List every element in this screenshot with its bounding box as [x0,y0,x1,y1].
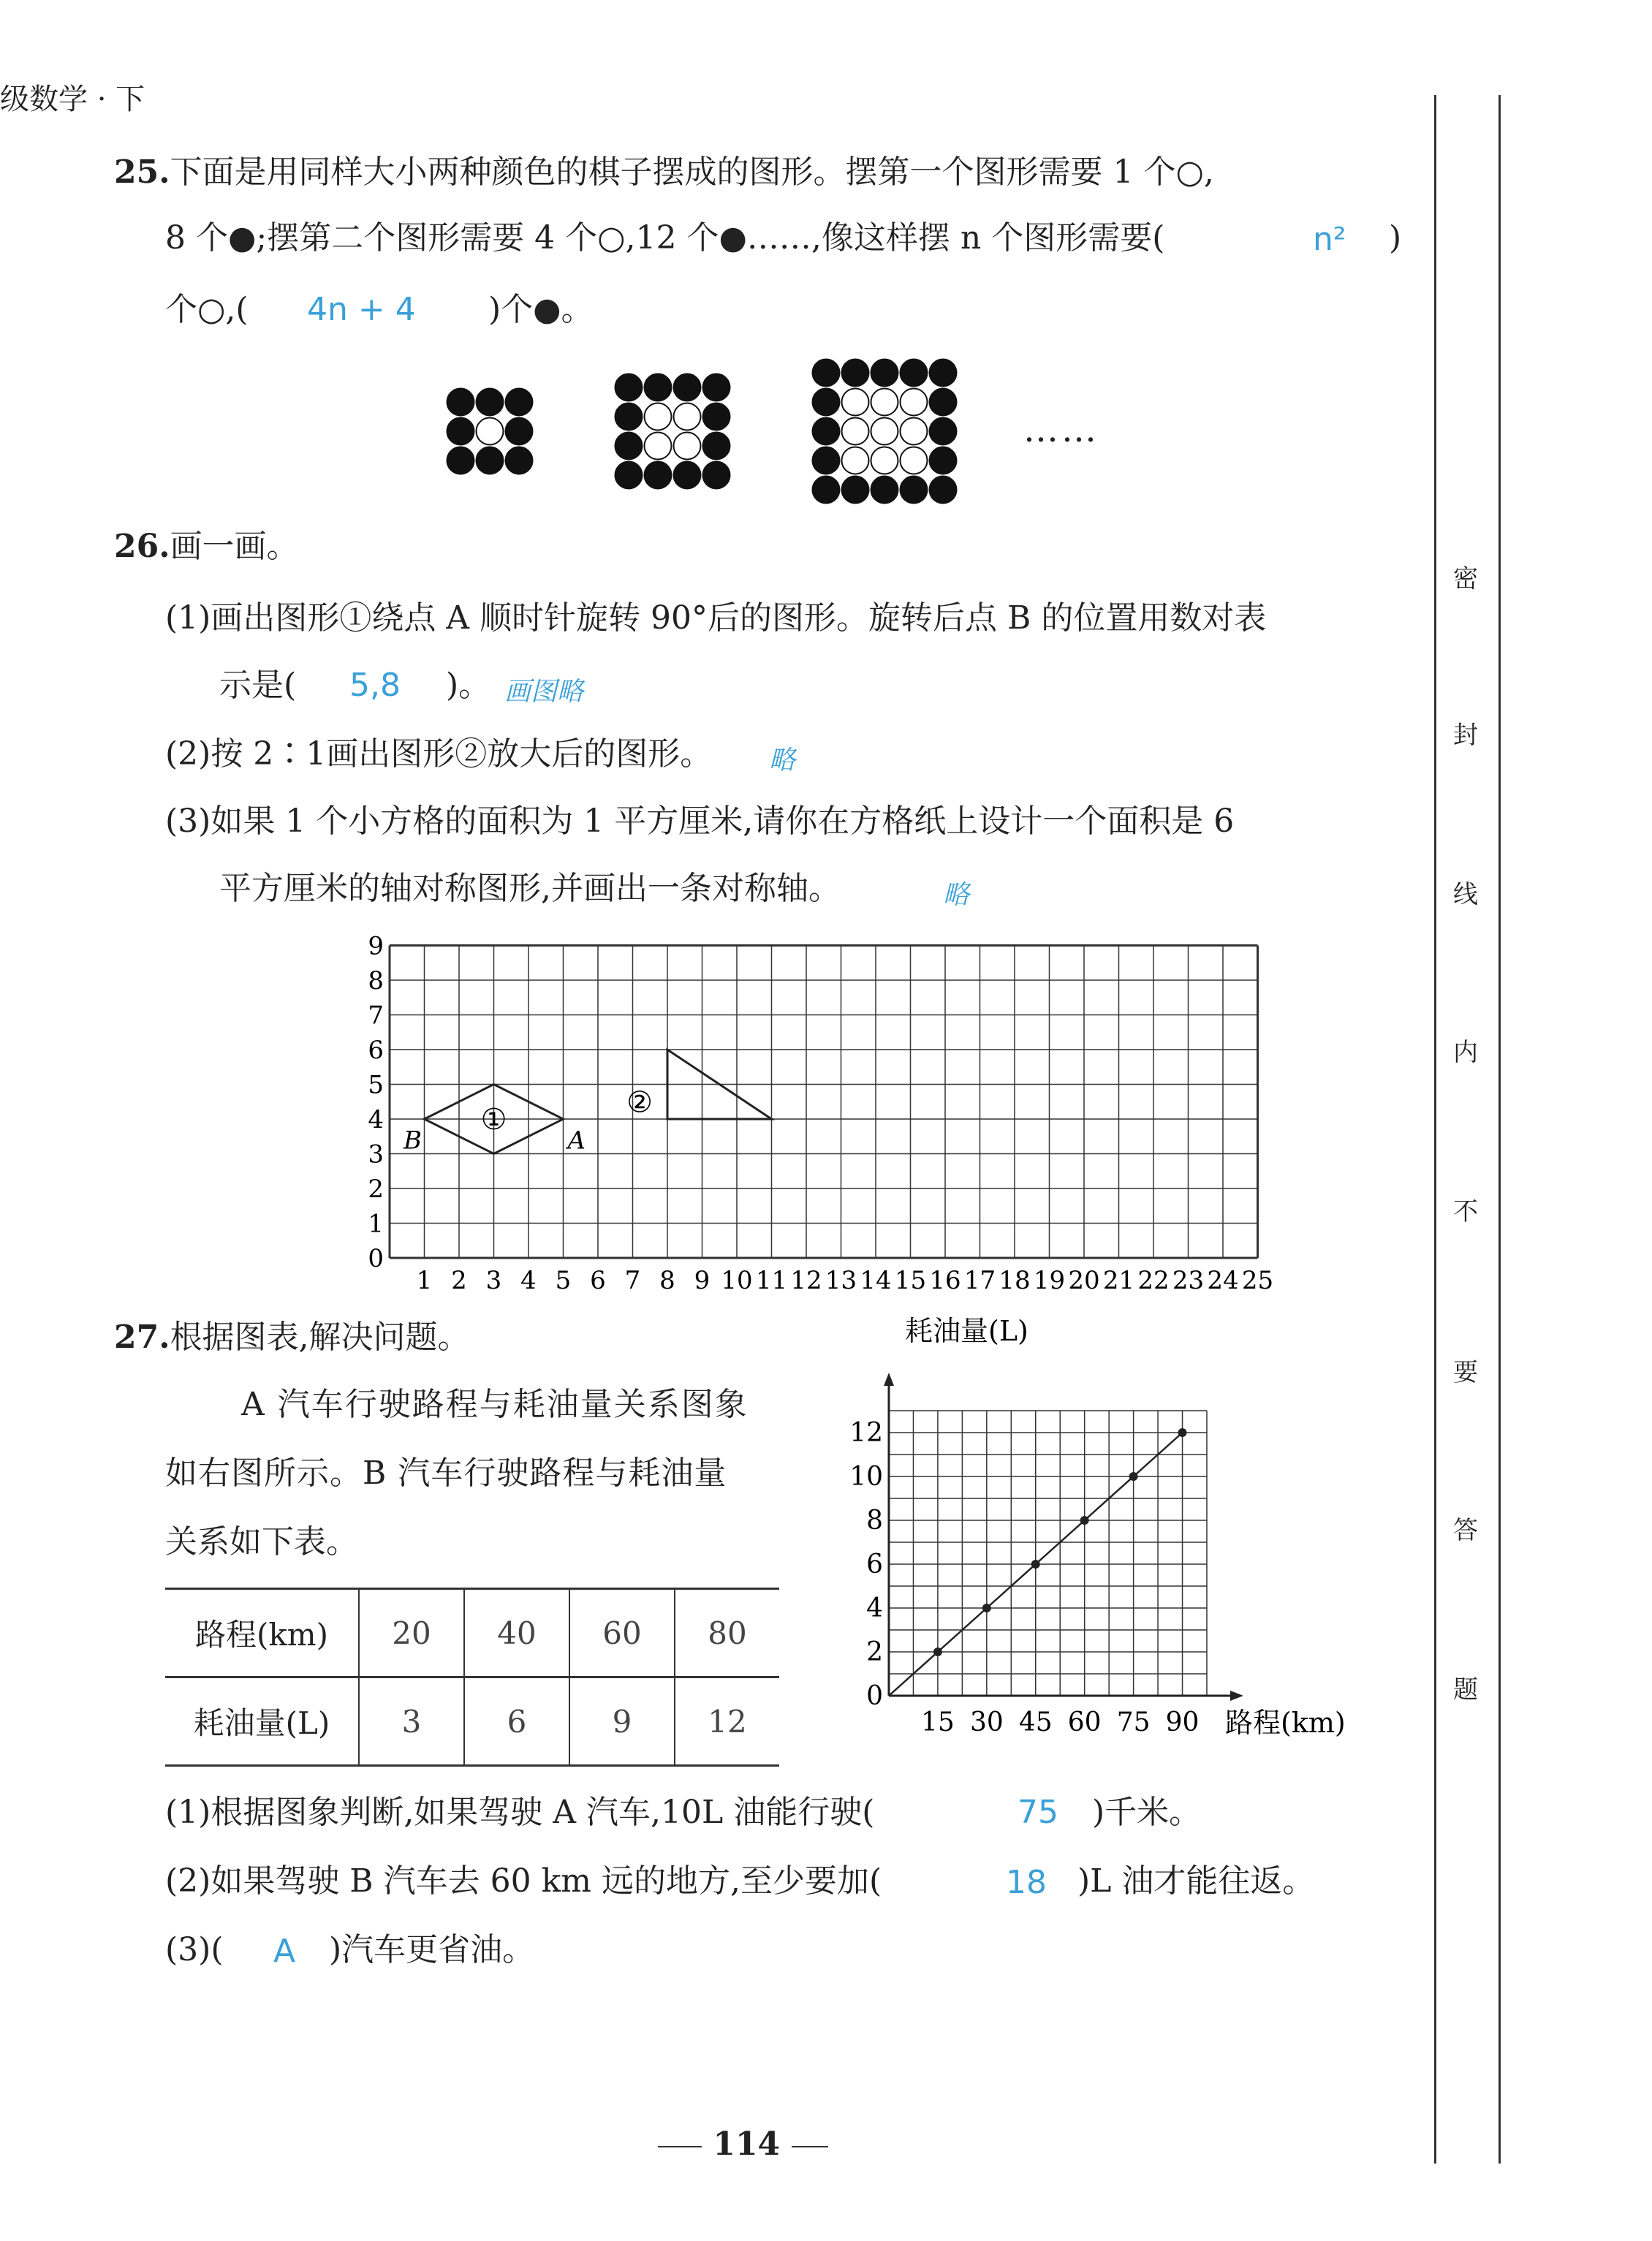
black-stone [813,418,840,445]
table-cell: 9 [569,1677,675,1766]
q25-ellipsis: …… [1023,409,1099,450]
table-cell: 6 [464,1677,569,1766]
y-tick-label: 8 [368,966,384,996]
black-stone [703,374,730,401]
black-stone [447,447,474,474]
white-stone [645,403,672,431]
x-tick-label: 7 [624,1266,641,1295]
q27-p2-answer: 18 [1006,1864,1047,1901]
q27-p3-start: (3)( [165,1931,224,1968]
chart-y-tick-label: 8 [866,1506,883,1536]
chart-data-point [982,1604,991,1612]
x-tick-label: 23 [1172,1266,1205,1295]
chart-x-tick-label: 30 [969,1707,1004,1737]
black-stone [703,433,730,460]
page-number [658,2126,828,2163]
black-stone [930,360,957,387]
x-tick-label: 2 [451,1266,467,1295]
black-stone [615,433,643,460]
table-cell: 3 [359,1677,464,1766]
x-tick-label: 21 [1102,1266,1135,1295]
x-tick-label: 19 [1033,1266,1066,1295]
sidebar-char: 题 [1453,1675,1478,1705]
white-stone [871,418,898,445]
black-stone [930,447,957,474]
black-stone [813,477,840,504]
q27-p2-start: (2)如果驾驶 B 汽车去 60 km 远的地方,至少要加( [165,1862,882,1900]
white-stone [871,389,898,416]
y-tick-label: 4 [368,1105,384,1134]
q27-p1-answer: 75 [1018,1794,1058,1831]
q26-grid-paper [314,921,1274,1301]
q27-title: 根据图表,解决问题。 [170,1319,470,1356]
chart-data-point [1178,1428,1187,1437]
black-stone [447,389,474,416]
black-stone [506,389,533,416]
q26-title-line [114,528,299,566]
chart-data-point [1129,1472,1138,1481]
black-stone [477,389,504,416]
q27-p2-end: )L 油才能往返。 [1077,1862,1315,1900]
white-stone [674,433,701,460]
black-stone [930,418,957,445]
table-row [165,1677,779,1766]
sidebar-char: 不 [1453,1197,1478,1226]
black-stone [901,360,928,387]
y-tick-label: 1 [368,1209,384,1239]
q25-number: 25. [114,153,170,191]
sidebar-char: 线 [1453,880,1478,909]
q27-desc-line3: 关系如下表。 [165,1523,358,1561]
white-stone [477,418,504,445]
black-stone [506,418,533,445]
black-stone [506,447,533,474]
q27-title-line [114,1319,470,1357]
black-stone [842,360,869,387]
chart-data-point [1031,1560,1040,1569]
q26-p1-line2-start: 示是( [219,667,297,704]
black-stone [615,403,643,431]
white-stone [842,418,869,445]
chart-data-point [933,1647,942,1656]
x-tick-label: 24 [1207,1266,1239,1295]
q25-answer2: 4n + 4 [307,291,416,328]
table-row-header: 路程(km) [165,1589,359,1677]
y-tick-label: 9 [368,931,384,961]
table-cell: 60 [569,1589,675,1677]
chart-y-tick-label: 6 [866,1550,883,1580]
black-stone [901,477,928,504]
black-stone [703,462,730,489]
q25-line2 [165,219,1164,258]
q25-answer1: n² [1313,221,1346,258]
x-tick-label: 17 [963,1266,996,1295]
black-stone [477,447,504,474]
x-tick-label: 9 [694,1266,711,1295]
table-row-header: 耗油量(L) [165,1677,359,1766]
q26-title: 画一画。 [170,528,299,565]
x-tick-label: 6 [590,1266,606,1295]
binding-line-right [1498,95,1501,2164]
chart-y-tick-label: 10 [849,1462,883,1492]
black-stone [615,374,643,401]
shape1-label: ① [480,1103,507,1137]
q26-p3-note: 略 [943,880,970,910]
q26-p1-note: 画图略 [504,677,584,707]
sidebar-char: 封 [1453,721,1478,750]
chart-y-tick-label: 2 [866,1637,883,1667]
y-tick-label: 7 [368,1001,384,1031]
sidebar-char: 密 [1453,564,1478,594]
q26-p2: (2)按 2∶1画出图形②放大后的图形。 [165,735,713,773]
page-header-title: 级数学 · 下 [0,83,145,116]
q26-p3-line2: 平方厘米的轴对称图形,并画出一条对称轴。 [219,870,841,907]
black-stone [813,389,840,416]
chart-y-tick-label: 4 [866,1593,883,1623]
q25-text2: 8 个●;摆第二个图形需要 4 个○,12 个●……,像这样摆 n 个图形需要( [165,219,1165,257]
q25-line1 [114,153,1214,192]
x-tick-label: 12 [790,1266,822,1295]
q26-p1-line2-end: )。 [446,667,491,704]
shape2-label: ② [626,1085,653,1120]
white-stone [842,447,869,474]
q27-line-chart [849,1308,1411,1762]
y-tick-label: 0 [368,1244,384,1273]
white-stone [901,447,928,474]
chart-x-tick-label: 75 [1116,1707,1151,1737]
white-stone [871,447,898,474]
table-cell: 80 [675,1589,779,1677]
white-stone [842,389,869,416]
white-stone [645,433,672,460]
sidebar-char: 内 [1453,1038,1478,1067]
chart-x-tick-label: 60 [1067,1707,1102,1737]
x-tick-label: 16 [929,1266,961,1295]
sidebar-char: 答 [1453,1516,1478,1545]
q25-line3-start: 个○,( [165,291,249,328]
black-stone [813,360,840,387]
chart-x-tick-label: 45 [1018,1707,1053,1737]
q27-data-table [165,1588,779,1767]
black-stone [930,389,957,416]
x-tick-label: 18 [999,1266,1031,1295]
black-stone [703,403,730,431]
y-tick-label: 6 [368,1036,384,1065]
white-stone [901,418,928,445]
chart-data-point [1080,1516,1089,1525]
q26-p1-line1: (1)画出图形①绕点 A 顺时针旋转 90°后的图形。旋转后点 B 的位置用数对表 [165,599,1267,637]
q27-desc-line1: A 汽车行驶路程与耗油量关系图象 [241,1386,749,1423]
chart-x-tick-label: 15 [921,1707,955,1737]
x-tick-label: 14 [860,1266,892,1295]
point-b-label: B [403,1126,422,1156]
black-stone [615,462,643,489]
table-cell: 20 [359,1589,464,1677]
page-number-dash-right [792,2146,828,2147]
black-stone [871,477,898,504]
table-cell: 40 [464,1589,569,1677]
q27-desc-line2: 如右图所示。B 汽车行驶路程与耗油量 [165,1455,727,1492]
q26-p2-note: 略 [769,746,796,776]
black-stone [447,418,474,445]
q25-text1: 下面是用同样大小两种颜色的棋子摆成的图形。摆第一个图形需要 1 个○, [170,153,1214,191]
q27-number: 27. [114,1319,170,1356]
page-number-value: 114 [713,2126,781,2163]
chart-y-tick-label: 12 [849,1418,883,1448]
x-tick-label: 25 [1241,1266,1274,1295]
q25-line3-end: )个●。 [488,291,594,328]
black-stone [645,462,672,489]
black-stone [871,360,898,387]
y-tick-label: 5 [368,1070,384,1100]
x-tick-label: 10 [721,1266,753,1295]
sidebar-char: 要 [1453,1358,1478,1387]
black-stone [674,374,701,401]
table-row [165,1589,779,1677]
chart-x-axis-label: 路程(km) [1225,1707,1346,1739]
x-tick-label: 20 [1068,1266,1100,1295]
white-stone [674,403,701,431]
q27-p3-answer: A [273,1933,296,1970]
white-stone [901,389,928,416]
y-tick-label: 2 [368,1175,384,1204]
q27-p1-end: )千米。 [1092,1794,1202,1831]
black-stone [813,447,840,474]
chart-x-tick-label: 90 [1165,1707,1200,1737]
x-tick-label: 15 [894,1266,927,1295]
black-stone [645,374,672,401]
y-tick-label: 3 [368,1140,384,1169]
x-tick-label: 8 [659,1266,675,1295]
chart-y-axis-label: 耗油量(L) [905,1315,1028,1347]
q27-p1-start: (1)根据图象判断,如果驾驶 A 汽车,10L 油能行驶( [165,1794,875,1831]
q26-p3-line1: (3)如果 1 个小方格的面积为 1 平方厘米,请你在方格纸上设计一个面积是 6 [165,803,1235,840]
black-stone [674,462,701,489]
page-number-dash-left [658,2146,702,2147]
x-axis-arrow-icon [1230,1691,1243,1701]
table-cell: 12 [675,1677,779,1766]
q26-number: 26. [114,528,170,565]
x-tick-label: 1 [416,1266,433,1295]
binding-line-left [1434,95,1436,2164]
q26-p1-answer: 5,8 [349,667,401,704]
x-tick-label: 22 [1137,1266,1170,1295]
y-axis-arrow-icon [884,1373,894,1386]
point-a-label: A [567,1126,586,1156]
black-stone [930,477,957,504]
chart-y-tick-label: 0 [866,1681,883,1711]
x-tick-label: 13 [825,1266,857,1295]
x-tick-label: 11 [755,1266,788,1295]
black-stone [842,477,869,504]
x-tick-label: 5 [555,1266,572,1295]
q27-p3-end: )汽车更省油。 [329,1931,535,1968]
x-tick-label: 3 [485,1266,502,1295]
x-tick-label: 4 [520,1266,537,1295]
q25-line2-end: ) [1389,219,1402,257]
